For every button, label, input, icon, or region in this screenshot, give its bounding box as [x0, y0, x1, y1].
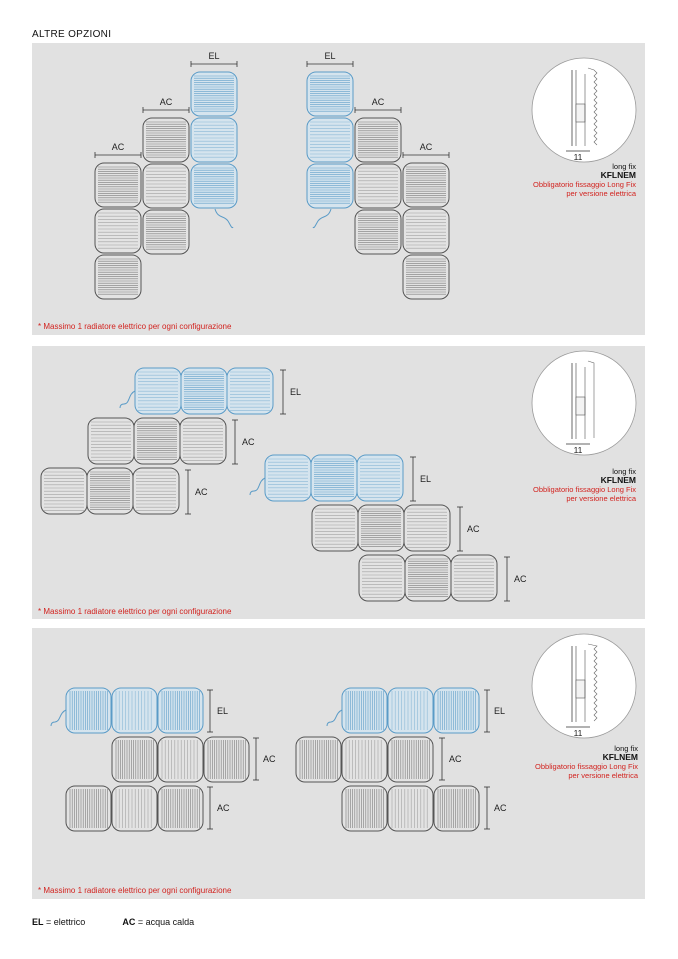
electric-radiator-panel	[135, 368, 181, 414]
el-label: EL	[290, 387, 302, 397]
ac-label: AC	[467, 524, 480, 534]
configuration-panel-horizontal-vertical-fins	[32, 628, 645, 899]
water-radiator-panel	[133, 468, 179, 514]
configuration-panel-vertical	[32, 43, 645, 335]
electric-radiator-panel	[191, 164, 237, 208]
water-radiator-panel	[342, 737, 387, 782]
max-electric-note: * Massimo 1 radiatore elettrico per ogni configurazione	[38, 322, 232, 331]
legend-ac-key: AC	[122, 917, 136, 927]
ac-label: AC	[217, 803, 230, 813]
panel-outline	[112, 688, 157, 733]
electric-radiator-panel	[181, 368, 227, 414]
page-title: ALTRE OPZIONI	[32, 29, 112, 40]
water-radiator-panel	[158, 786, 203, 831]
water-radiator-panel	[143, 118, 189, 162]
ac-label: AC	[514, 574, 527, 584]
water-radiator-panel	[388, 737, 433, 782]
fixing-info	[506, 162, 636, 198]
el-label: EL	[208, 51, 220, 61]
water-radiator-panel	[87, 468, 133, 514]
power-cable	[250, 478, 265, 495]
electric-radiator-panel	[357, 455, 403, 501]
water-radiator-panel	[355, 210, 401, 254]
fixing-name: long fix	[614, 744, 638, 753]
electric-radiator-panel	[265, 455, 311, 501]
water-radiator-panel	[403, 163, 449, 207]
panel-outline	[143, 210, 189, 254]
el-label: EL	[420, 474, 432, 484]
fixing-requirement-line1: Obbligatorio fissaggio Long Fix	[535, 762, 638, 771]
fixing-code: KFLNEM	[600, 475, 636, 485]
panel-outline	[388, 688, 433, 733]
power-cable	[120, 391, 135, 408]
panel-outline	[204, 737, 249, 782]
water-radiator-panel	[204, 737, 249, 782]
water-radiator-panel	[143, 210, 189, 254]
panel-outline	[355, 210, 401, 254]
electric-radiator-panel	[307, 72, 353, 116]
panel-outline	[403, 255, 449, 299]
water-radiator-panel	[355, 118, 401, 162]
water-radiator-panel	[358, 505, 404, 551]
bracket	[576, 397, 585, 415]
panel-outline	[191, 118, 237, 162]
panel-outline	[112, 786, 157, 831]
panel-outline	[342, 688, 387, 733]
fixing-code: KFLNEM	[602, 752, 638, 762]
water-radiator-panel	[405, 555, 451, 601]
power-cable	[327, 710, 342, 726]
water-radiator-panel	[296, 737, 341, 782]
el-label: EL	[217, 706, 229, 716]
panel-outline	[388, 737, 433, 782]
ac-label: AC	[263, 754, 276, 764]
panel-outline	[66, 688, 111, 733]
electric-radiator-panel	[112, 688, 157, 733]
legend	[32, 917, 194, 927]
water-radiator-panel	[451, 555, 497, 601]
panel-outline	[66, 786, 111, 831]
panel-outline	[158, 688, 203, 733]
water-radiator-panel	[112, 786, 157, 831]
water-radiator-panel	[403, 209, 449, 253]
legend-el-key: EL	[32, 917, 44, 927]
water-radiator-panel	[312, 505, 358, 551]
panel-outline	[342, 786, 387, 831]
electric-radiator-panel	[227, 368, 273, 414]
panel-outline	[296, 737, 341, 782]
panel-outline	[403, 209, 449, 253]
fixing-requirement-line2: per versione elettrica	[568, 771, 638, 780]
panel-outline	[434, 688, 479, 733]
ac-label: AC	[371, 97, 385, 107]
legend-ac-text: = acqua calda	[137, 917, 195, 927]
measure-label: 11	[573, 152, 583, 162]
electric-radiator-panel	[66, 688, 111, 733]
electric-radiator-panel	[307, 164, 353, 208]
fixing-requirement-line2: per versione elettrica	[566, 189, 636, 198]
panel-outline	[307, 118, 353, 162]
panel-outline	[355, 164, 401, 208]
bracket	[576, 104, 585, 122]
water-radiator-panel	[95, 163, 141, 207]
fixing-info	[506, 467, 636, 503]
fixing-requirement-line1: Obbligatorio fissaggio Long Fix	[533, 485, 636, 494]
panel-outline	[191, 72, 237, 116]
water-radiator-panel	[180, 418, 226, 464]
panel-outline	[158, 786, 203, 831]
water-radiator-panel	[359, 555, 405, 601]
panel-outline	[434, 786, 479, 831]
ac-label: AC	[159, 97, 173, 107]
ac-label: AC	[449, 754, 462, 764]
bracket	[576, 680, 585, 698]
electric-radiator-panel	[388, 688, 433, 733]
panel-outline	[355, 118, 401, 162]
el-label: EL	[324, 51, 336, 61]
fixing-name: long fix	[612, 467, 636, 476]
electric-radiator-panel	[158, 688, 203, 733]
fixing-name: long fix	[612, 162, 636, 171]
water-radiator-panel	[95, 255, 141, 299]
panel-outline	[388, 786, 433, 831]
electric-radiator-panel	[307, 118, 353, 162]
electric-radiator-panel	[311, 455, 357, 501]
water-radiator-panel	[403, 255, 449, 299]
panel-outline	[403, 163, 449, 207]
panel-outline	[307, 164, 353, 208]
electric-radiator-panel	[191, 72, 237, 116]
legend-el-text: = elettrico	[46, 917, 86, 927]
water-radiator-panel	[434, 786, 479, 831]
water-radiator-panel	[342, 786, 387, 831]
fixing-requirement-line1: Obbligatorio fissaggio Long Fix	[533, 180, 636, 189]
power-cable	[215, 209, 233, 228]
panel-outline	[307, 72, 353, 116]
water-radiator-panel	[158, 737, 203, 782]
panel-outline	[95, 255, 141, 299]
panel-outline	[143, 164, 189, 208]
power-cable	[51, 710, 66, 726]
measure-label: 11	[573, 445, 583, 455]
electric-radiator-panel	[342, 688, 387, 733]
fixing-code: KFLNEM	[600, 170, 636, 180]
ac-label: AC	[419, 142, 433, 152]
measure-label: 11	[573, 728, 583, 738]
water-radiator-panel	[404, 505, 450, 551]
water-radiator-panel	[88, 418, 134, 464]
water-radiator-panel	[66, 786, 111, 831]
water-radiator-panel	[41, 468, 87, 514]
water-radiator-panel	[112, 737, 157, 782]
panel-outline	[95, 209, 141, 253]
ac-label: AC	[111, 142, 125, 152]
water-radiator-panel	[355, 164, 401, 208]
max-electric-note: * Massimo 1 radiatore elettrico per ogni configurazione	[38, 607, 232, 616]
water-radiator-panel	[95, 209, 141, 253]
panel-outline	[342, 737, 387, 782]
electric-radiator-panel	[434, 688, 479, 733]
ac-label: AC	[195, 487, 208, 497]
fixing-info	[508, 744, 638, 780]
max-electric-note: * Massimo 1 radiatore elettrico per ogni configurazione	[38, 886, 232, 895]
water-radiator-panel	[143, 164, 189, 208]
panel-outline	[158, 737, 203, 782]
power-cable	[313, 209, 331, 228]
ac-label: AC	[494, 803, 507, 813]
water-radiator-panel	[134, 418, 180, 464]
panel-outline	[143, 118, 189, 162]
el-label: EL	[494, 706, 506, 716]
fixing-requirement-line2: per versione elettrica	[566, 494, 636, 503]
ac-label: AC	[242, 437, 255, 447]
configuration-panel-horizontal	[32, 346, 645, 619]
panel-outline	[95, 163, 141, 207]
panel-outline	[191, 164, 237, 208]
electric-radiator-panel	[191, 118, 237, 162]
panel-outline	[112, 737, 157, 782]
water-radiator-panel	[388, 786, 433, 831]
